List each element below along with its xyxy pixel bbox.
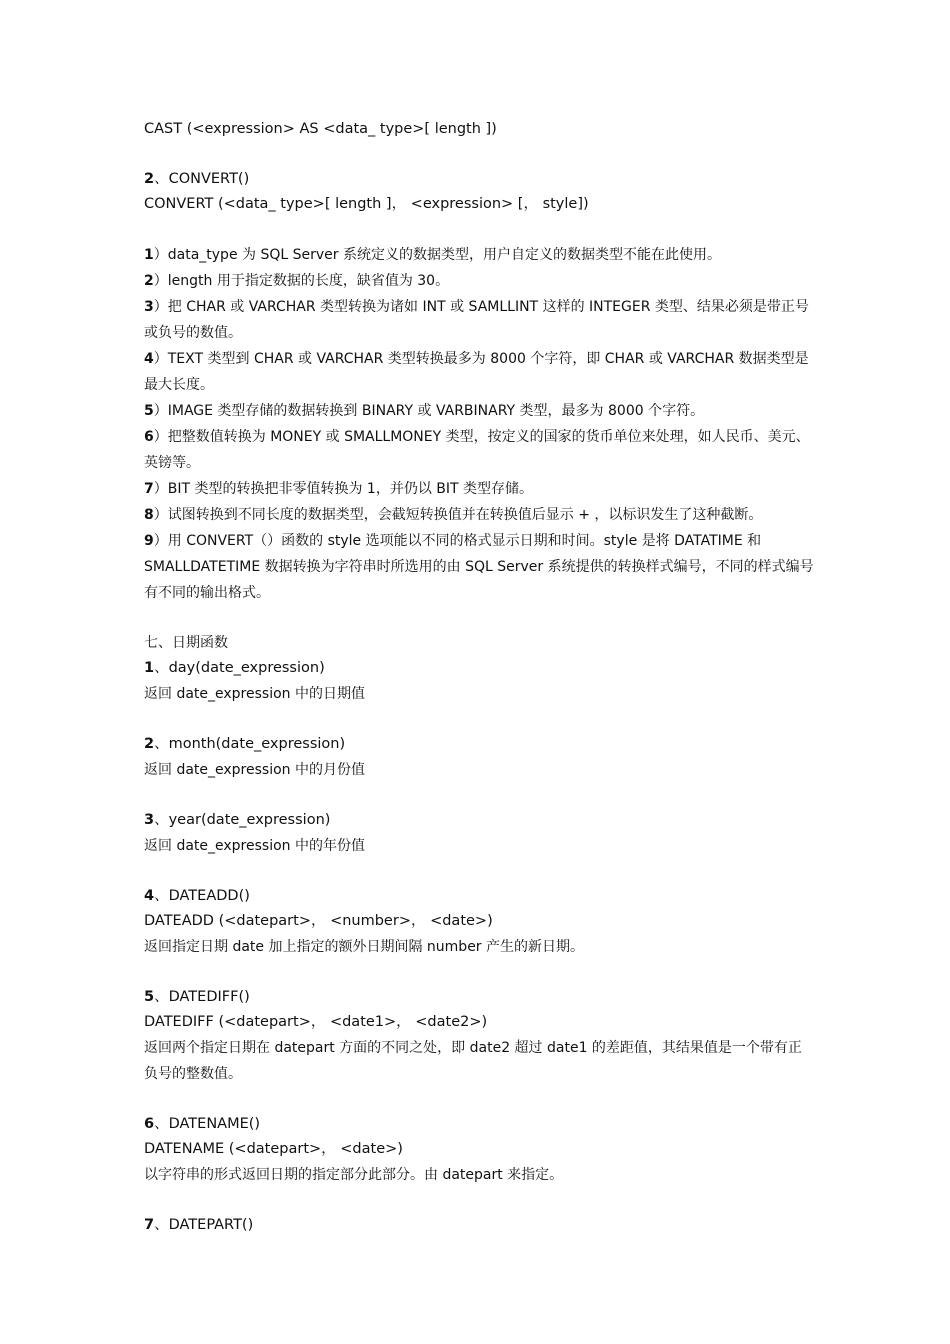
- spacer: [144, 606, 814, 631]
- note-text: ）把整数值转换为 MONEY 或 SMALLMONEY 类型，按定义的国家的货币单位来处理，如人民币、美元、英镑等。: [144, 429, 810, 471]
- function-number: 6: [144, 1116, 155, 1132]
- convert-notes: [144, 242, 814, 606]
- note-text: ）TEXT 类型到 CHAR 或 VARCHAR 类型转换最多为 8000 个字符，即 CHAR 或 VARCHAR 数据类型是最大长度。: [144, 351, 809, 393]
- note-text: ）把 CHAR 或 VARCHAR 类型转换为诸如 INT 或 SAMLLINT 这样的 INTEGER 类型、结果必须是带正号或负号的数值。: [144, 299, 809, 341]
- function-number: 3: [144, 812, 155, 828]
- note-item: [144, 242, 814, 268]
- convert-syntax: CONVERT (<data_ type>[ length ]， <expression> [， style]): [144, 196, 589, 212]
- spacer: [144, 217, 814, 242]
- function-name: 、DATEADD(): [154, 888, 250, 904]
- note-text: ）data_type 为 SQL Server 系统定义的数据类型，用户自定义的数据类型不能在此使用。: [153, 247, 721, 263]
- note-number: 4: [144, 351, 154, 367]
- function-name: 、month(date_expression): [154, 736, 346, 752]
- function-number: 2: [144, 736, 155, 752]
- note-number: 6: [144, 429, 154, 445]
- function-heading: [144, 1112, 814, 1137]
- spacer: [144, 859, 814, 884]
- note-number: 5: [144, 403, 154, 419]
- function-name: 、year(date_expression): [154, 812, 331, 828]
- note-item: [144, 294, 814, 346]
- section-title: 七、日期函数: [144, 635, 228, 651]
- function-name: 、day(date_expression): [154, 660, 325, 676]
- note-item: [144, 476, 814, 502]
- note-item: [144, 528, 814, 606]
- note-number: 9: [144, 533, 154, 549]
- note-text: ）IMAGE 类型存储的数据转换到 BINARY 或 VARBINARY 类型，最多为 8000 个字符。: [153, 403, 705, 419]
- spacer: [144, 1188, 814, 1213]
- function-heading: [144, 656, 814, 681]
- spacer: [144, 707, 814, 732]
- heading-number: 2: [144, 171, 155, 187]
- function-number: 4: [144, 888, 155, 904]
- note-item: [144, 398, 814, 424]
- function-description: 返回 date_expression 中的年份值: [144, 838, 365, 854]
- note-number: 1: [144, 247, 154, 263]
- spacer: [144, 142, 814, 167]
- function-heading: [144, 985, 814, 1010]
- function-name: 、DATEPART(): [154, 1217, 254, 1233]
- function-name: 、DATEDIFF(): [154, 989, 250, 1005]
- function-syntax: DATENAME (<datepart>， <date>): [144, 1141, 403, 1157]
- function-heading: [144, 732, 814, 757]
- heading-text: 、CONVERT(): [154, 171, 250, 187]
- function-number: 5: [144, 989, 155, 1005]
- spacer: [144, 1087, 814, 1112]
- note-text: ）BIT 类型的转换把非零值转换为 1，并仍以 BIT 类型存储。: [153, 481, 534, 497]
- function-syntax: DATEADD (<datepart>， <number>， <date>): [144, 913, 493, 929]
- note-number: 8: [144, 507, 154, 523]
- note-item: [144, 502, 814, 528]
- function-name: 、DATENAME(): [154, 1116, 261, 1132]
- function-description: 返回指定日期 date 加上指定的额外日期间隔 number 产生的新日期。: [144, 939, 585, 955]
- function-number: 7: [144, 1217, 155, 1233]
- note-item: [144, 268, 814, 294]
- function-heading: [144, 808, 814, 833]
- document-page: [144, 117, 814, 1238]
- function-number: 1: [144, 660, 155, 676]
- function-heading: [144, 884, 814, 909]
- convert-heading: [144, 167, 814, 192]
- note-number: 7: [144, 481, 154, 497]
- spacer: [144, 960, 814, 985]
- cast-syntax: CAST (<expression> AS <data_ type>[ length ]): [144, 121, 497, 137]
- note-text: ）试图转换到不同长度的数据类型，会截短转换值并在转换值后显示 + ，以标识发生了这种截断。: [153, 507, 763, 523]
- function-description: 返回 date_expression 中的日期值: [144, 686, 365, 702]
- function-description: 返回两个指定日期在 datepart 方面的不同之处，即 date2 超过 date1 的差距值，其结果值是一个带有正负号的整数值。: [144, 1040, 802, 1082]
- note-text: ）length 用于指定数据的长度，缺省值为 30。: [153, 273, 450, 289]
- note-item: [144, 346, 814, 398]
- spacer: [144, 783, 814, 808]
- function-description: 返回 date_expression 中的月份值: [144, 762, 365, 778]
- note-number: 2: [144, 273, 154, 289]
- note-item: [144, 424, 814, 476]
- note-text: ）用 CONVERT（）函数的 style 选项能以不同的格式显示日期和时间。style 是将 DATATIME 和 SMALLDATETIME 数据转换为字符串时所选用的由 SQL Server 系统提供的转换样式编号，不同的样式编号有不同的输出格式。: [144, 533, 814, 601]
- function-heading: [144, 1213, 814, 1238]
- function-syntax: DATEDIFF (<datepart>， <date1>， <date2>): [144, 1014, 488, 1030]
- function-description: 以字符串的形式返回日期的指定部分此部分。由 datepart 来指定。: [144, 1167, 564, 1183]
- note-number: 3: [144, 299, 154, 315]
